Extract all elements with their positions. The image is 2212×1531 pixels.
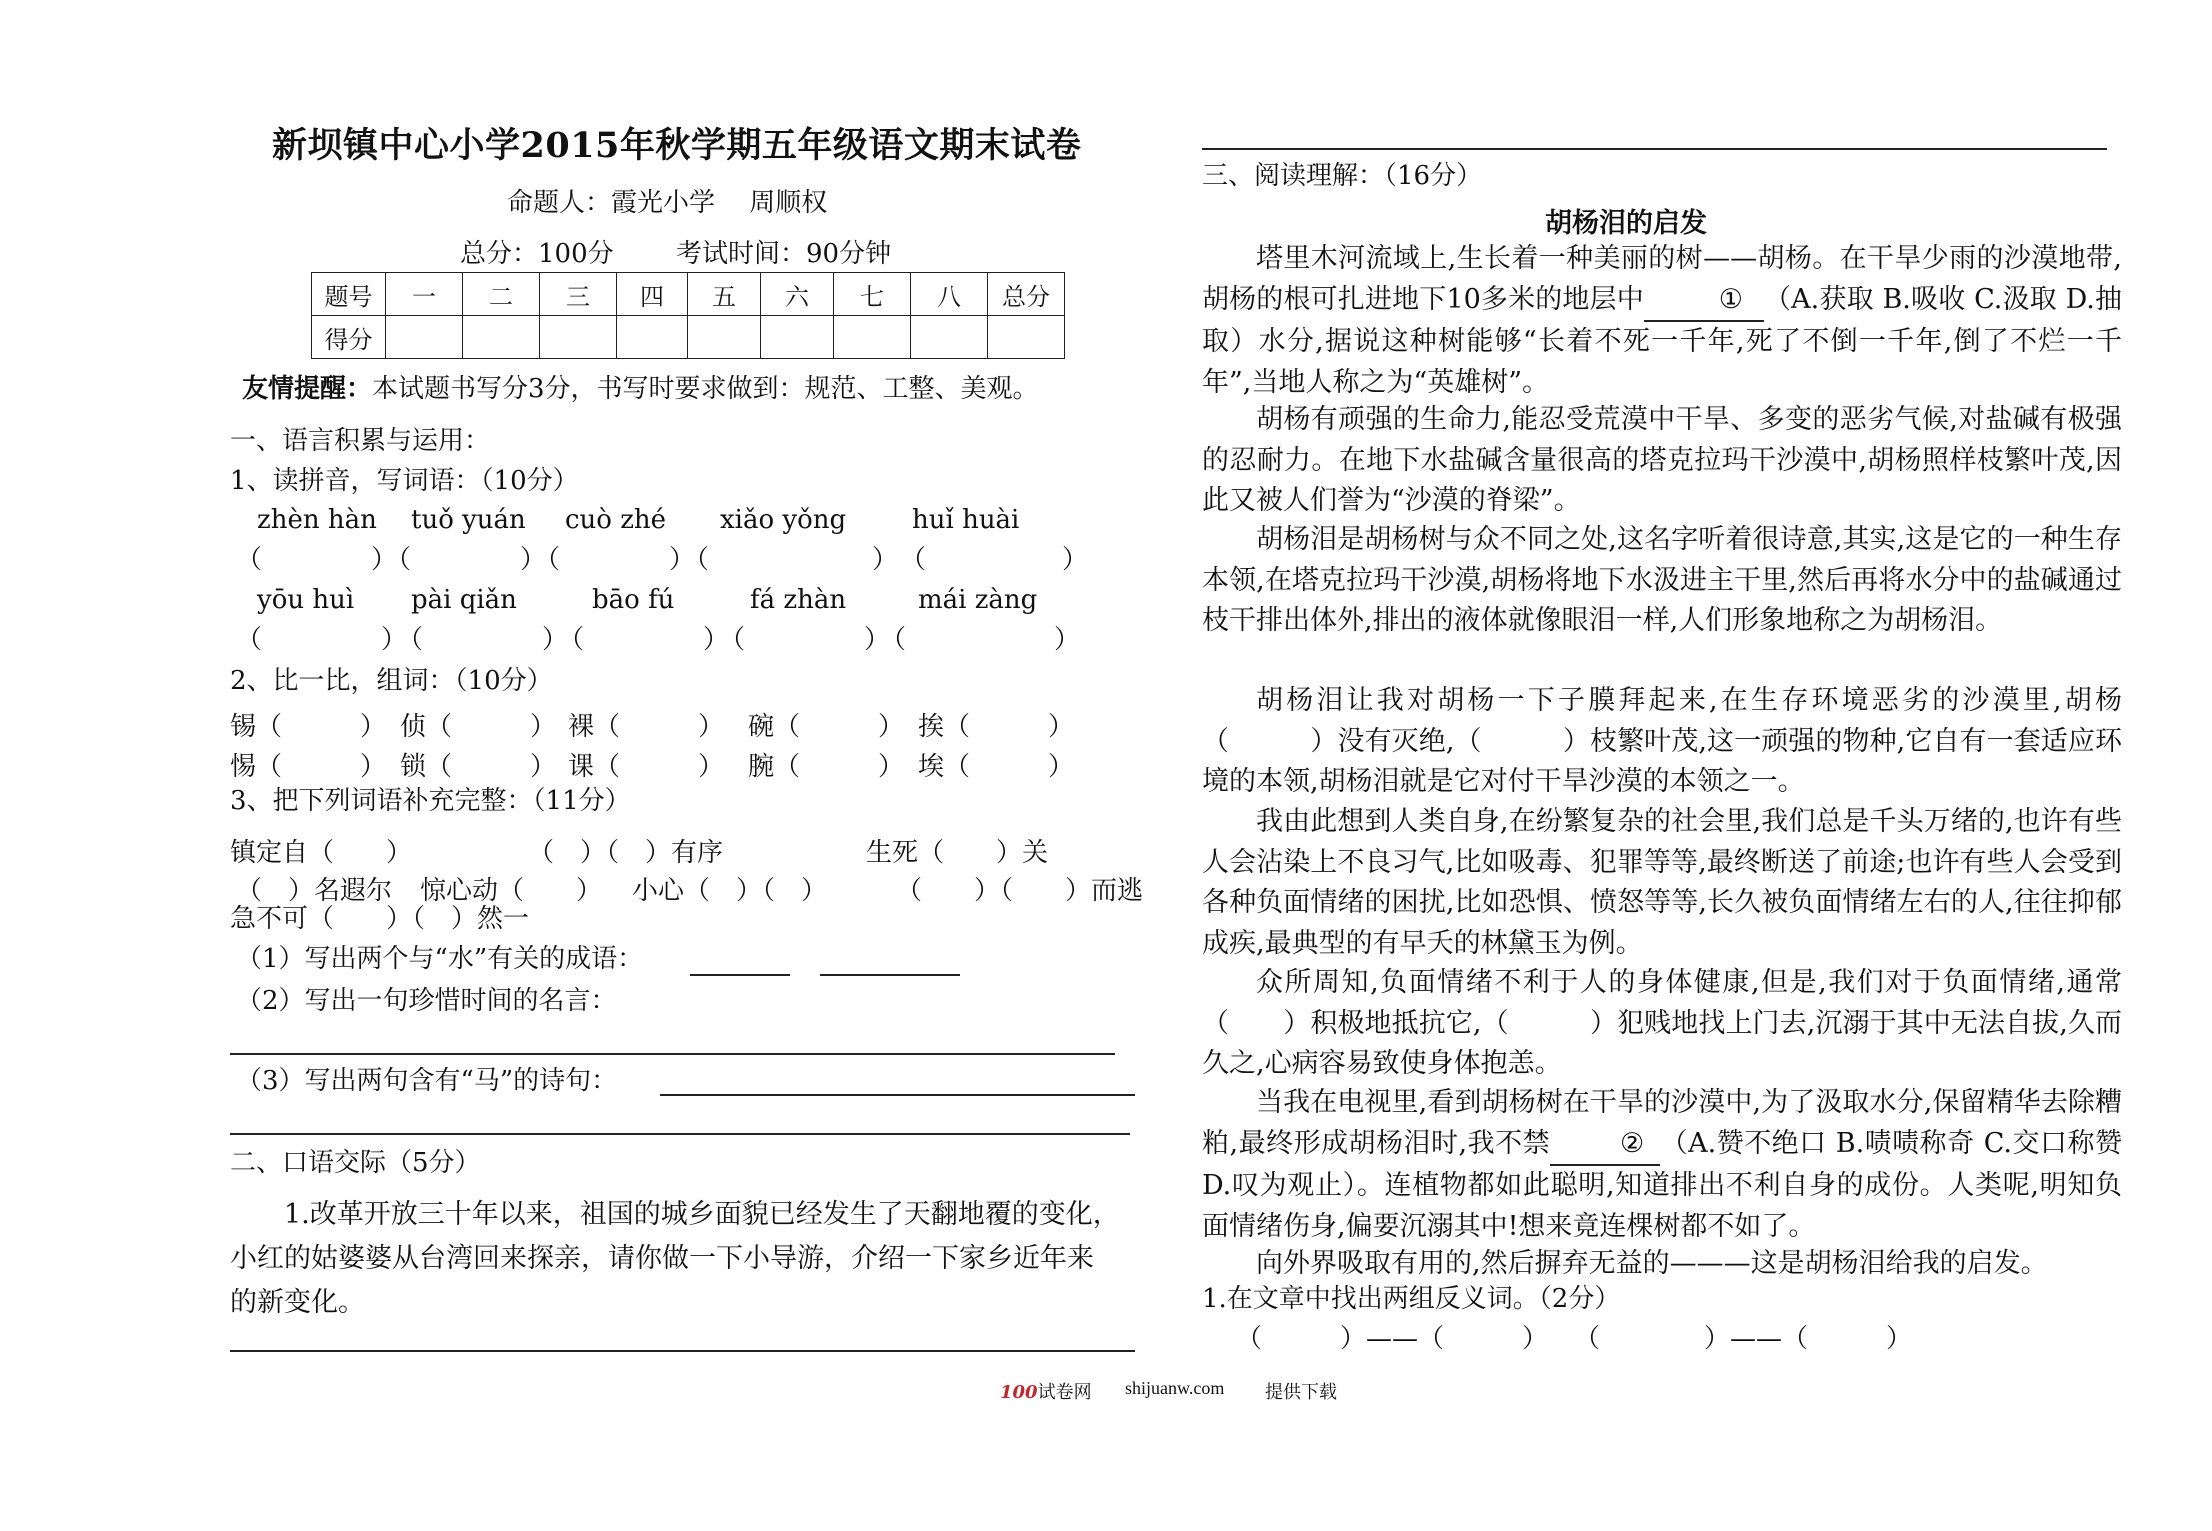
pinyin-item: yōu huì xyxy=(257,585,355,615)
pinyin-item: xiǎo yǒng xyxy=(720,505,847,535)
fill-item[interactable]: （ ）（ ）而逃 xyxy=(896,876,1144,906)
compare-item[interactable]: 锁（ ） xyxy=(400,752,557,782)
q1-heading: 1、读拼音，写词语：（10分） xyxy=(230,466,579,496)
fill-item[interactable]: 惊心动（ ） xyxy=(420,876,603,906)
site-name: 试卷网 xyxy=(1037,1382,1092,1403)
reading-q1: 1.在文章中找出两组反义词。（2分） xyxy=(1202,1284,1621,1314)
score-cell[interactable] xyxy=(463,316,540,359)
compare-item[interactable]: 腕（ ） xyxy=(748,752,905,782)
footer-domain[interactable]: shijuanw.com xyxy=(1125,1378,1225,1398)
score-cell[interactable] xyxy=(834,316,911,359)
table-cell: 总分 xyxy=(988,273,1065,316)
pinyin-item: cuò zhé xyxy=(565,505,667,535)
fill-item[interactable]: （ ）名遐尔 xyxy=(236,876,393,906)
pinyin-item: bāo fú xyxy=(592,585,675,615)
answer-line[interactable] xyxy=(820,974,960,976)
score-table-header-row xyxy=(312,273,1065,316)
section2-prompt: 1.改革开放三十年以来，祖国的城乡面貌已经发生了天翻地覆的变化， xyxy=(284,1199,1120,1230)
answer-line[interactable] xyxy=(230,1133,1130,1135)
compare-item[interactable]: 裸（ ） xyxy=(568,712,725,742)
table-cell: 八 xyxy=(911,273,988,316)
answer-line[interactable] xyxy=(690,974,790,976)
pinyin-item: tuǒ yuán xyxy=(411,505,526,535)
table-cell: 六 xyxy=(761,273,834,316)
passage-text: （A.获取 B.吸收 C.汲取 D.抽取）水分,据说这种树能够“长着不死一千年,死了不倒一千年,倒了不烂一千年”,当地人称之为“英雄树”。 xyxy=(1202,283,2122,398)
passage-text: （A.赞不绝口 B.啧啧称奇 C.交口称赞 D.叹为观止）。连植物都如此聪明,知道排出不利自身的成份。人类呢,明知负面情绪伤身,偏要沉溺其中!想来竟连棵树都不如了。 xyxy=(1202,1127,2123,1242)
answer-line[interactable] xyxy=(230,1053,1115,1055)
score-table xyxy=(311,272,1065,359)
passage-paragraph xyxy=(1202,1083,2122,1247)
score-cell[interactable] xyxy=(688,316,761,359)
passage-paragraph: 众所周知,负面情绪不利于人的身体健康,但是,我们对于负面情绪,通常（ ）积极地抵抗它,（ ）犯贱地找上门去,沉溺于其中无法自拔,久而久之,心病容易致使身体抱恙。 xyxy=(1202,967,2122,1079)
section3-heading: 三、阅读理解：（16分） xyxy=(1202,161,1483,191)
author-line: 命题人：霞光小学 周顺权 xyxy=(507,188,828,218)
subq2: （2）写出一句珍惜时间的名言： xyxy=(236,986,617,1016)
table-cell: 一 xyxy=(386,273,463,316)
table-cell: 五 xyxy=(688,273,761,316)
passage-paragraph: 胡杨泪是胡杨树与众不同之处,这名字听着很诗意,其实,这是它的一种生存本领,在塔克拉玛干沙漠,胡杨将地下水汲进主干里,然后再将水分中的盐碱通过枝干排出体外,排出的液体就像眼泪一样,人们形象地称之为胡杨泪。 xyxy=(1202,524,2122,636)
q2-heading: 2、比一比，组词：（10分） xyxy=(230,666,553,696)
site-logo: 100 xyxy=(1000,1382,1038,1403)
section2-prompt: 小红的姑婆婆从台湾回来探亲，请你做一下小导游，介绍一下家乡近年来 xyxy=(230,1243,1094,1274)
table-cell: 七 xyxy=(834,273,911,316)
footer-site xyxy=(1000,1378,1092,1404)
table-cell: 三 xyxy=(540,273,617,316)
compare-item[interactable]: 锡（ ） xyxy=(230,712,387,742)
answer-blank-1[interactable]: ① xyxy=(1644,280,1764,323)
score-cell[interactable] xyxy=(617,316,688,359)
passage-paragraph: 向外界吸取有用的,然后摒弃无益的———这是胡杨泪给我的启发。 xyxy=(1256,1248,2048,1279)
antonym-answer-row[interactable]: （ ）——（ ） （ ）——（ ） xyxy=(1236,1324,1913,1354)
compare-item[interactable]: 惕（ ） xyxy=(230,752,387,782)
passage-text: 塔里木河流域上,生长着一种美丽的树——胡杨。在干旱少雨的沙漠地带,胡杨的根可扎进地下10多米的地层中 xyxy=(1202,243,2122,315)
reminder-text: 本试题书写分3分，书写时要求做到：规范、工整、美观。 xyxy=(372,374,1039,404)
footer-download: 提供下载 xyxy=(1265,1382,1337,1403)
table-cell: 四 xyxy=(617,273,688,316)
q3-heading: 3、把下列词语补充完整：（11分） xyxy=(230,786,631,816)
answer-parens-row2[interactable]: （ ）（ ）（ ）（ ）（ ） xyxy=(236,625,1084,655)
answer-blank-2[interactable]: ② xyxy=(1550,1124,1660,1167)
pinyin-item: pài qiǎn xyxy=(411,585,517,615)
pinyin-item: zhèn hàn xyxy=(257,505,377,535)
pinyin-item: mái zàng xyxy=(918,585,1038,615)
passage-paragraph: 我由此想到人类自身,在纷繁复杂的社会里,我们总是千头万绪的,也许有些人会沾染上不良习气,比如吸毒、犯罪等等,最终断送了前途;也许有些人会受到各种负面情绪的困扰,比如恐惧、愤怒等等,长久被负面情绪左右的人,往往抑郁成疾,最典型的有早夭的林黛玉为例。 xyxy=(1202,806,2122,959)
score-cell[interactable] xyxy=(540,316,617,359)
passage-title: 胡杨泪的启发 xyxy=(1545,208,1707,239)
exam-time: 考试时间：90分钟 xyxy=(676,239,892,269)
subq3: （3）写出两句含有“马”的诗句： xyxy=(236,1066,618,1096)
compare-item[interactable]: 侦（ ） xyxy=(400,712,557,742)
fill-item[interactable]: 镇定自（ ） xyxy=(230,838,413,868)
compare-item[interactable]: 碗（ ） xyxy=(748,712,905,742)
passage-text: 当我在电视里,看到胡杨树在干旱的沙漠中,为了汲取水分,保留精华去除糟粕,最终形成胡杨泪时,我不禁 xyxy=(1202,1087,2122,1159)
passage-paragraph xyxy=(1202,239,2122,403)
reminder-label: 友情提醒： xyxy=(242,374,373,404)
answer-parens-row1[interactable]: （ ）（ ）（ ）（ ） （ ） xyxy=(236,545,1090,575)
compare-item[interactable]: 挨（ ） xyxy=(918,712,1075,742)
reminder xyxy=(242,368,1039,405)
score-cell[interactable] xyxy=(386,316,463,359)
top-rule xyxy=(1202,148,2107,150)
section2-prompt: 的新变化。 xyxy=(230,1287,365,1318)
score-cell[interactable] xyxy=(761,316,834,359)
compare-item[interactable]: 埃（ ） xyxy=(918,752,1075,782)
score-table-score-row xyxy=(312,316,1065,359)
passage-paragraph: 胡杨泪让我对胡杨一下子膜拜起来,在生存环境恶劣的沙漠里,胡杨（ ）没有灭绝,（ ）枝繁叶茂,这一顽强的物种,它自有一套适应环境的本领,胡杨泪就是它对付干旱沙漠的本领之一。 xyxy=(1202,685,2122,797)
exam-title: 新坝镇中心小学2015年秋学期五年级语文期末试卷 xyxy=(272,125,1082,166)
table-cell: 题号 xyxy=(312,273,386,316)
fill-item[interactable]: 生死（ ）关 xyxy=(866,838,1049,868)
compare-item[interactable]: 课（ ） xyxy=(568,752,725,782)
fill-item[interactable]: 急不可（ ）（ ）然一 xyxy=(230,904,530,934)
pinyin-item: fá zhàn xyxy=(750,585,847,615)
fill-item[interactable]: （ ）（ ）有序 xyxy=(528,838,724,868)
section2-heading: 二、口语交际（5分） xyxy=(230,1148,481,1178)
table-cell: 二 xyxy=(463,273,540,316)
fill-item[interactable]: 小心（ ）（ ） xyxy=(632,876,828,906)
subq1: （1）写出两个与“水”有关的成语： xyxy=(236,944,644,974)
score-cell[interactable] xyxy=(988,316,1065,359)
score-cell[interactable] xyxy=(911,316,988,359)
answer-line[interactable] xyxy=(230,1350,1135,1352)
table-cell: 得分 xyxy=(312,316,386,359)
total-score: 总分：100分 xyxy=(460,239,614,269)
passage-paragraph: 胡杨有顽强的生命力,能忍受荒漠中干旱、多变的恶劣气候,对盐碱有极强的忍耐力。在地下水盐碱含量很高的塔克拉玛干沙漠中,胡杨照样枝繁叶茂,因此又被人们誉为“沙漠的脊梁”。 xyxy=(1202,404,2122,516)
answer-line[interactable] xyxy=(660,1094,1135,1096)
pinyin-item: huǐ huài xyxy=(912,505,1020,535)
section1-heading: 一、语言积累与运用： xyxy=(230,426,491,456)
